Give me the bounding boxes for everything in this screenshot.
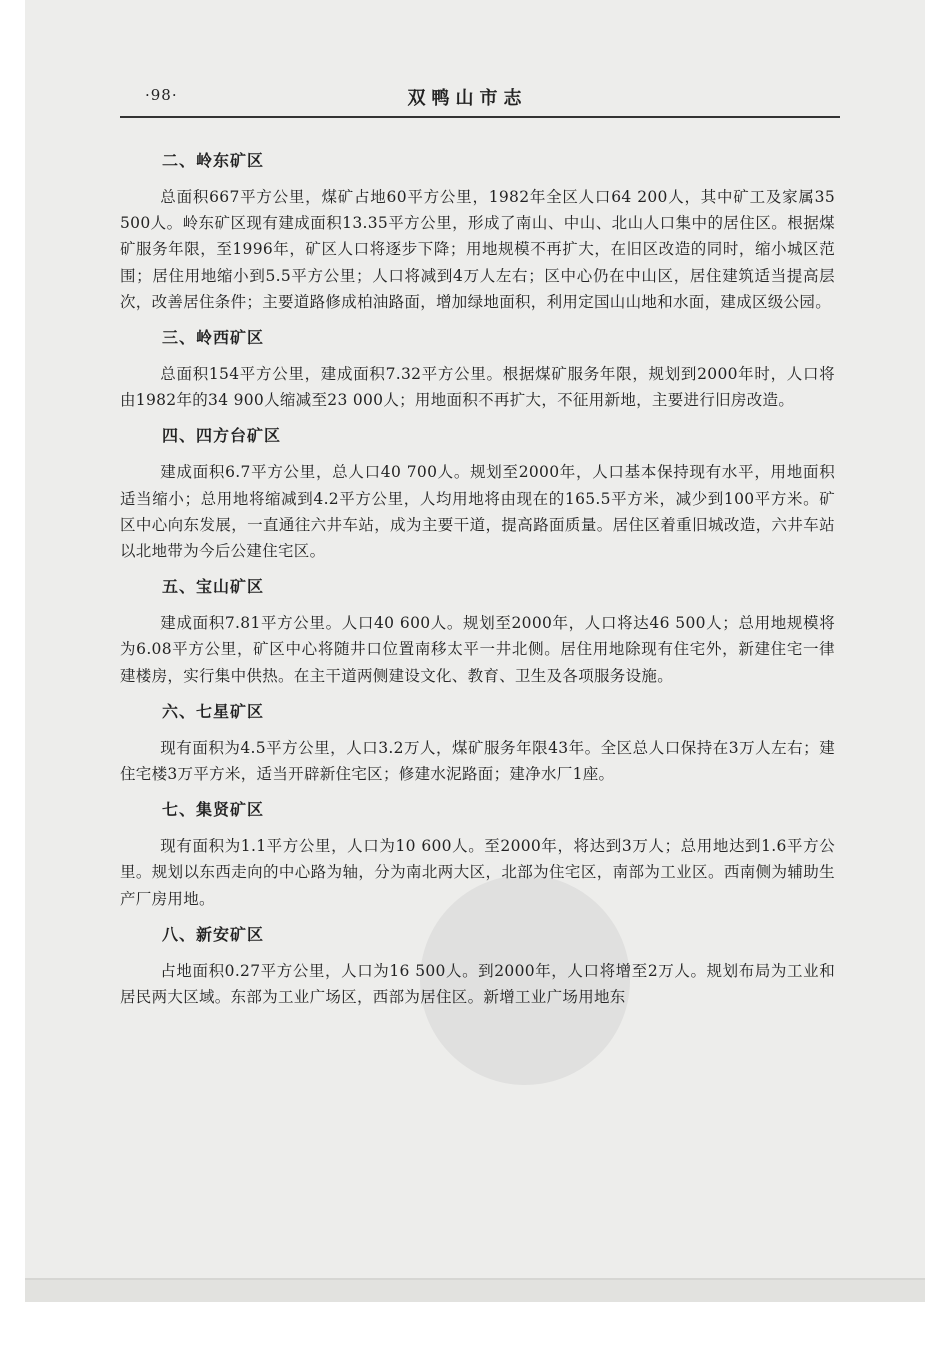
section-heading-lingdong: 二、岭东矿区 (162, 151, 265, 170)
paragraph-lingxi: 总面积154平方公里，建成面积7.32平方公里。根据煤矿服务年限，规划到2000年时，人口将由1982年的34 900人缩减至23 000人；用地面积不再扩大，不征用新地，主要进行旧房改造。 (120, 365, 835, 410)
paragraph-jixian: 现有面积为1.1平方公里，人口为10 600人。至2000年，将达到3万人；总用地达到1.6平方公里。规划以东西走向的中心路为轴，分为南北两大区，北部为住宅区，南部为工业区。西南侧为辅助生产厂房用地。 (120, 837, 835, 908)
section-heading-qixing: 六、七星矿区 (162, 701, 265, 721)
paragraph-sifangtai: 建成面积6.7平方公里，总人口40 700人。规划至2000年，人口基本保持现有水平，用地面积适当缩小；总用地将缩减到4.2平方公里，人均用地将由现在的165.5平方米，减少到100平方米。矿区中心向东发展，一直通往六井车站，成为主要干道，提高路面质量。居住区着重旧城改造，六井车站以北地带为今后公建住宅区。 (120, 463, 835, 561)
section-heading-xinan: 八、新安矿区 (162, 924, 265, 944)
paragraph-xinan: 占地面积0.27平方公里，人口为16 500人。到2000年，人口将增至2万人。规划布局为工业和居民两大区域。东部为工业广场区，西部为居住区。新增工业广场用地东 (120, 961, 835, 1007)
header-rule (120, 116, 840, 118)
page-body (120, 140, 835, 1020)
section-heading-jixian: 七、集贤矿区 (162, 800, 265, 820)
paragraph-lingdong: 总面积667平方公里，煤矿占地60平方公里，1982年全区人口64 200人，其中矿工及家属35 500人。岭东矿区现有建成面积13.35平方公里，形成了南山、中山、北山人口集中的居住区。根据煤矿服务年限，至1996年，矿区人口将逐步下降；用地规模不再扩大，在旧区改造的同时，缩小城区范围；居住用地缩小到5.5平方公里；人口将减到4万人左右；区中心仍在中山区，居住建筑适当提高层次，改善居住条件；主要道路修成柏油路面，增加绿地面积，利用定国山山地和水面，建成区级公园。 (120, 188, 835, 311)
section-heading-lingxi: 三、岭西矿区 (162, 328, 265, 348)
page-bottom-edge (25, 1278, 925, 1302)
page-number: ·98· (145, 86, 178, 104)
section-heading-sifangtai: 四、四方台矿区 (162, 426, 282, 446)
paragraph-baoshan: 建成面积7.81平方公里。人口40 600人。规划至2000年，人口将达46 500人；总用地规模将为6.08平方公里，矿区中心将随井口位置南移太平一井北侧。居住用地除现有住宅外，新建住宅一律建楼房，实行集中供热。在主干道两侧建设文化、教育、卫生及各项服务设施。 (120, 614, 835, 685)
page-header (95, 82, 840, 116)
book-title: 双鸭山市志 (407, 88, 528, 109)
paragraph-qixing: 现有面积为4.5平方公里，人口3.2万人，煤矿服务年限43年。全区总人口保持在3万人左右；建住宅楼3万平方米，适当开辟新住宅区；修建水泥路面；建净水厂1座。 (120, 738, 835, 784)
section-heading-baoshan: 五、宝山矿区 (162, 577, 265, 597)
